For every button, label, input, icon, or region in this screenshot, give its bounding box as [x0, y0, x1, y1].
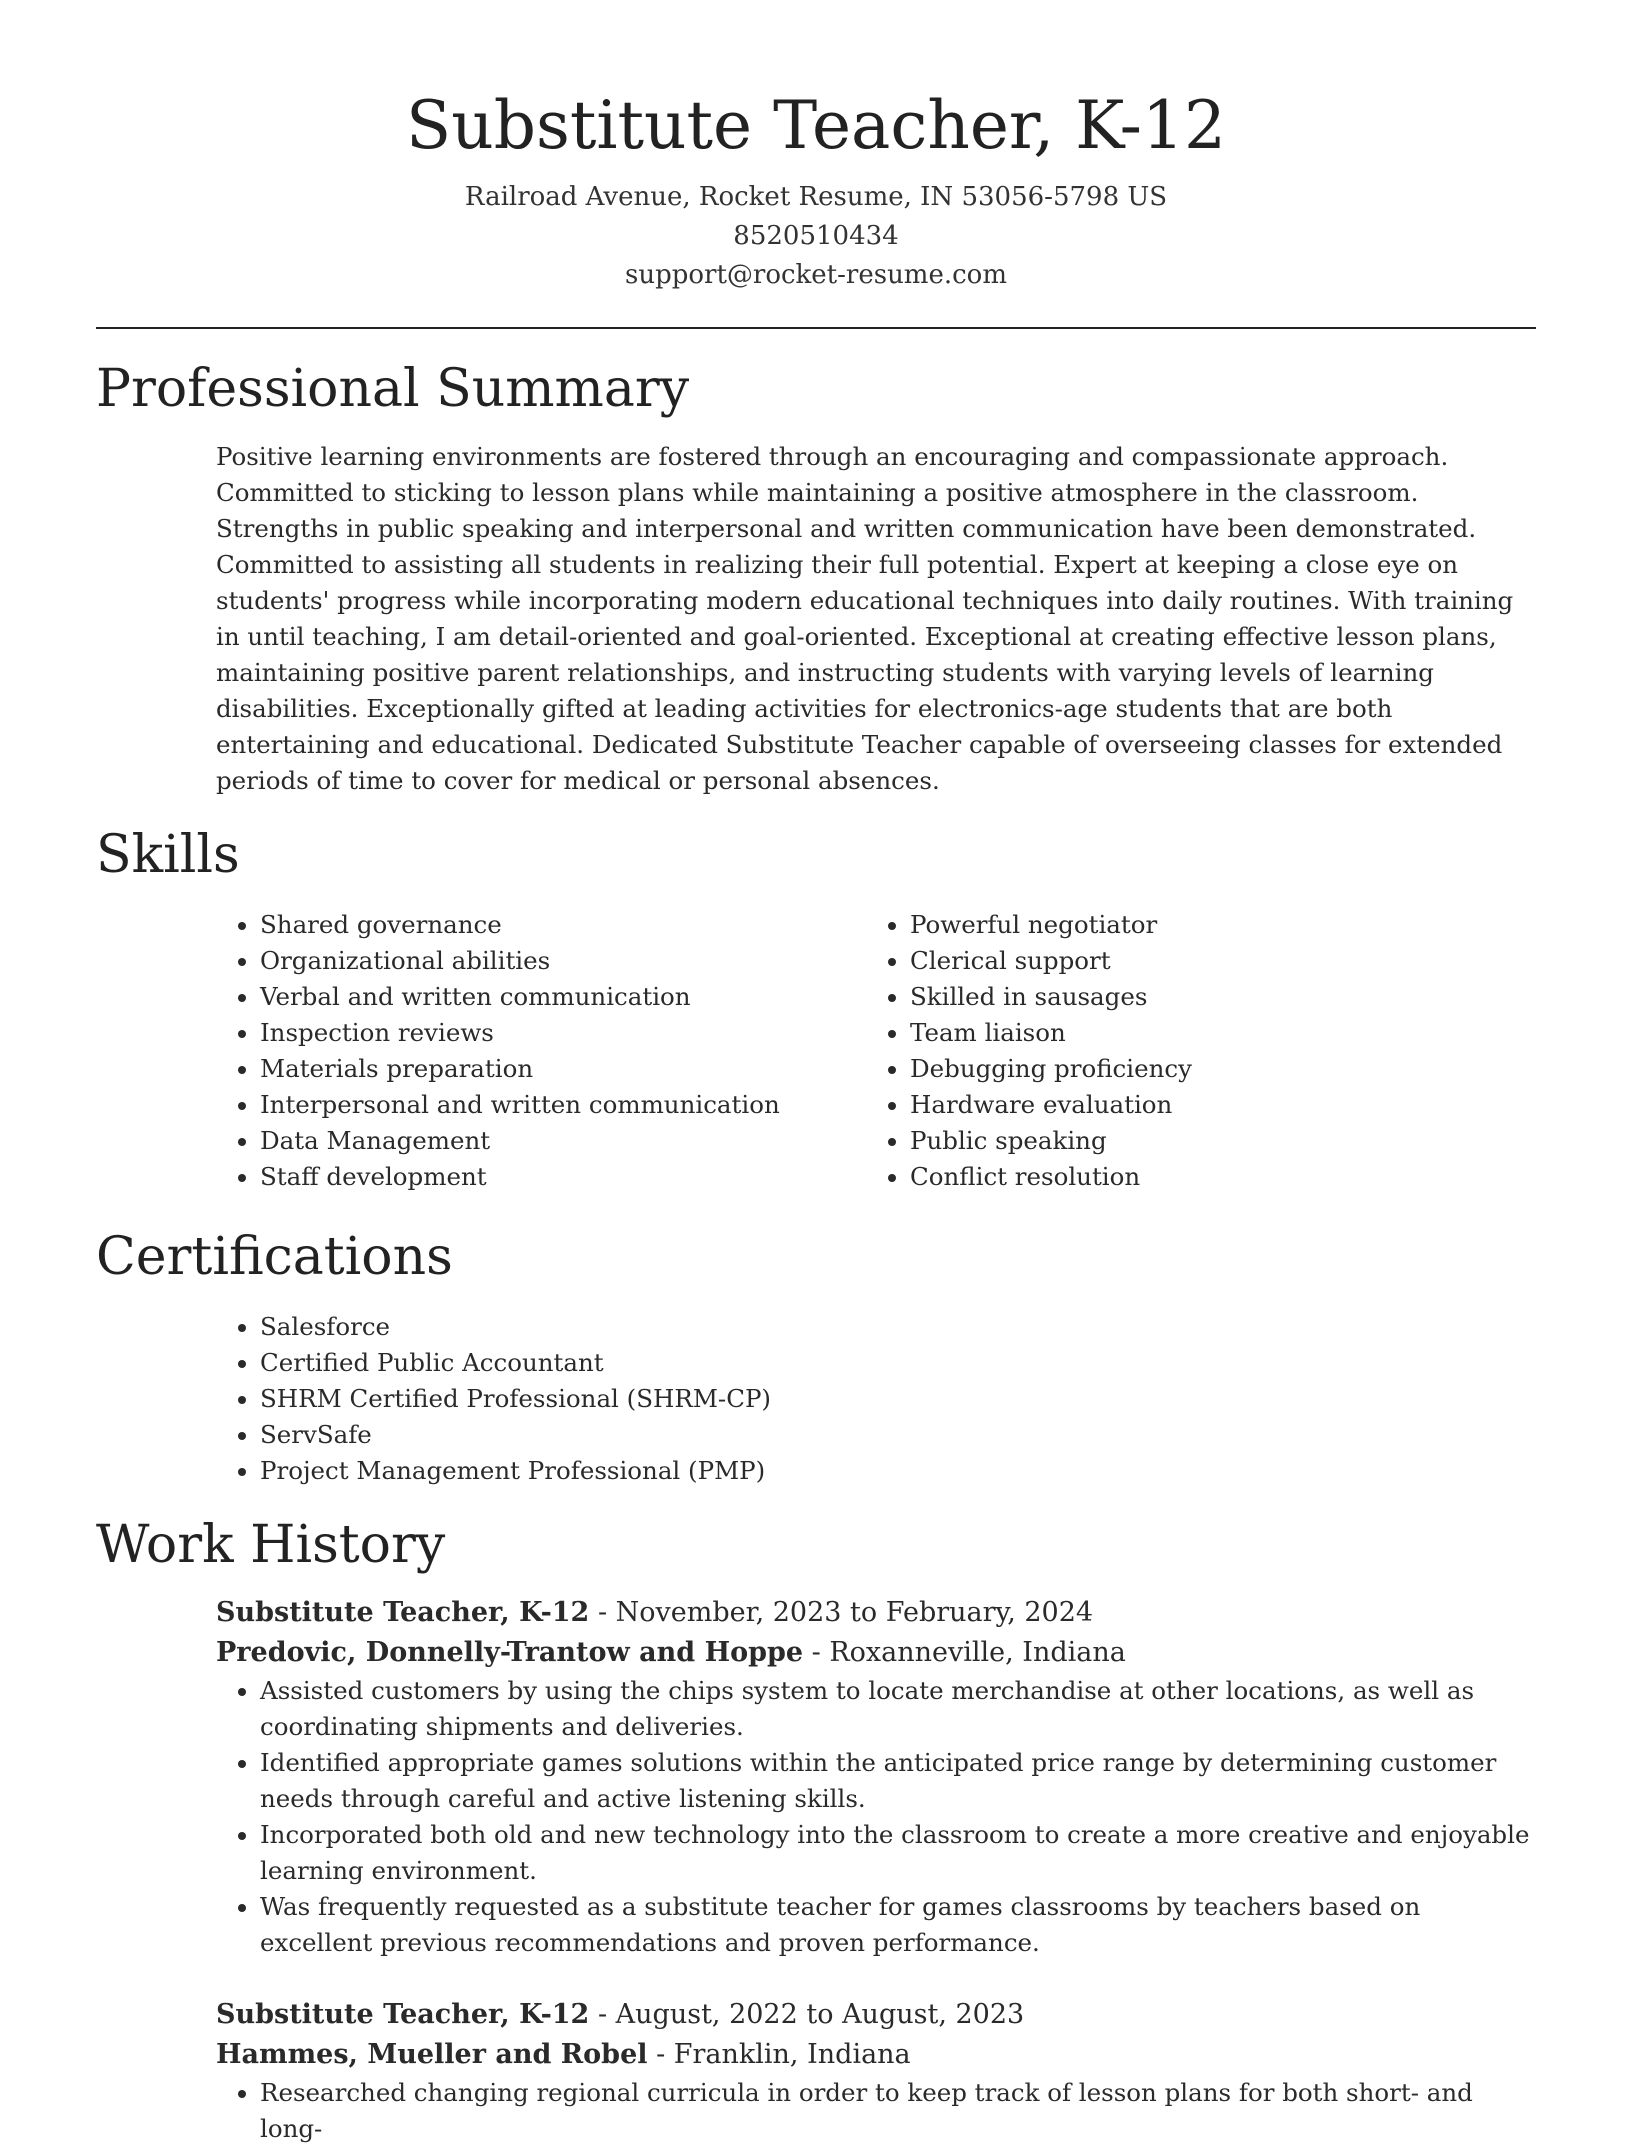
skill-item: • Inspection reviews	[260, 1015, 866, 1051]
certification-item: • SHRM Certified Professional (SHRM-CP)	[260, 1381, 1536, 1417]
candidate-name: Substitute Teacher, K-12	[406, 87, 1226, 164]
skill-item: • Debugging proficiency	[910, 1051, 1516, 1087]
phone-text: 8520510434	[733, 221, 899, 251]
certifications-list	[216, 1309, 1536, 1489]
job-duty-item: • Identified appropriate games solutions within the anticipated price range by determining customer needs through careful and active listening skills.	[260, 1745, 1536, 1817]
certification-item: • Salesforce	[260, 1309, 1536, 1345]
skills-section	[96, 823, 1536, 1195]
skill-item: • Hardware evaluation	[910, 1087, 1516, 1123]
skill-item: • Shared governance	[260, 907, 866, 943]
job-location: - Roxanneville, Indiana	[803, 1637, 1126, 1668]
job-company: Hammes, Mueller and Robel	[216, 2039, 648, 2070]
job-role: Substitute Teacher, K-12	[216, 1999, 590, 2030]
resume-header	[96, 0, 1536, 295]
work-history-section	[96, 1513, 1536, 2147]
certifications-section	[96, 1225, 1536, 1489]
skills-list-right	[866, 907, 1516, 1195]
summary-heading: Professional Summary	[96, 359, 690, 419]
certification-item: • Project Management Professional (PMP)	[260, 1453, 1536, 1489]
contact-info	[96, 178, 1536, 295]
skill-item: • Staff development	[260, 1159, 866, 1195]
skill-item: • Powerful negotiator	[910, 907, 1516, 943]
skills-column-left	[216, 907, 866, 1195]
skill-item: • Organizational abilities	[260, 943, 866, 979]
certifications-heading: Certifications	[96, 1227, 453, 1287]
skill-item: • Data Management	[260, 1123, 866, 1159]
address-text: Railroad Avenue, Rocket Resume, IN 53056-5798 US	[464, 182, 1168, 212]
skill-item: • Clerical support	[910, 943, 1516, 979]
skill-item: • Materials preparation	[260, 1051, 866, 1087]
job-title-line	[216, 1995, 1536, 2035]
header-divider	[96, 327, 1536, 329]
job-duty-item: • Was frequently requested as a substitute teacher for games classrooms by teachers based on excellent previous recommendations and proven performance.	[260, 1889, 1536, 1961]
skills-list-left	[216, 907, 866, 1195]
work-history-heading: Work History	[96, 1515, 446, 1575]
skills-heading: Skills	[96, 825, 240, 885]
job-company-line	[216, 2035, 1536, 2075]
job-company-line	[216, 1633, 1536, 1673]
job-entry	[216, 1995, 1536, 2147]
summary-paragraph: Positive learning environments are fostered through an encouraging and compassionate approach. Committed to sticking to lesson plans while maintaining a positive atmosphere in the classroom. Strengths in public speaking and interpersonal and written communication have been demonstrated. Committed to assisting all students in realizing their full potential. Expert at keeping a close eye on students' progress while incorporating modern educational techniques into daily routines. With training in until teaching, I am detail-oriented and goal-oriented. Exceptional at creating effective lesson plans, maintaining positive parent relationships, and instructing students with varying levels of learning disabilities. Exceptionally gifted at leading activities for electronics-age students that are both entertaining and educational. Dedicated Substitute Teacher capable of overseeing classes for extended periods of time to cover for medical or personal absences.	[216, 442, 1514, 795]
job-dates: - November, 2023 to February, 2024	[589, 1597, 1094, 1628]
email-text: support@rocket-resume.com	[624, 260, 1007, 290]
skill-item: • Verbal and written communication	[260, 979, 866, 1015]
job-duty-item: • Researched changing regional curricula in order to keep track of lesson plans for both short- and long-	[260, 2075, 1536, 2147]
job-entry	[216, 1593, 1536, 1961]
job-duties-list	[216, 1673, 1536, 1961]
skill-item: • Skilled in sausages	[910, 979, 1516, 1015]
skill-item: • Team liaison	[910, 1015, 1516, 1051]
job-company: Predovic, Donnelly-Trantow and Hoppe	[216, 1637, 804, 1668]
job-duty-item: • Incorporated both old and new technology into the classroom to create a more creative and enjoyable learning environment.	[260, 1817, 1536, 1889]
job-duties-list	[216, 2075, 1536, 2147]
job-dates: - August, 2022 to August, 2023	[589, 1999, 1025, 2030]
certifications-list-wrap	[216, 1309, 1536, 1489]
skill-item: • Public speaking	[910, 1123, 1516, 1159]
job-duty-item: • Assisted customers by using the chips system to locate merchandise at other locations, as well as coordinating shipments and deliveries.	[260, 1673, 1536, 1745]
summary-section	[96, 357, 1536, 799]
skills-grid	[216, 907, 1536, 1195]
job-title-line	[216, 1593, 1536, 1633]
skill-item: • Interpersonal and written communication	[260, 1087, 866, 1123]
job-location: - Franklin, Indiana	[647, 2039, 911, 2070]
job-role: Substitute Teacher, K-12	[216, 1597, 590, 1628]
certification-item: • Certified Public Accountant	[260, 1345, 1536, 1381]
skills-column-right	[866, 907, 1516, 1195]
certification-item: • ServSafe	[260, 1417, 1536, 1453]
skill-item: • Conflict resolution	[910, 1159, 1516, 1195]
